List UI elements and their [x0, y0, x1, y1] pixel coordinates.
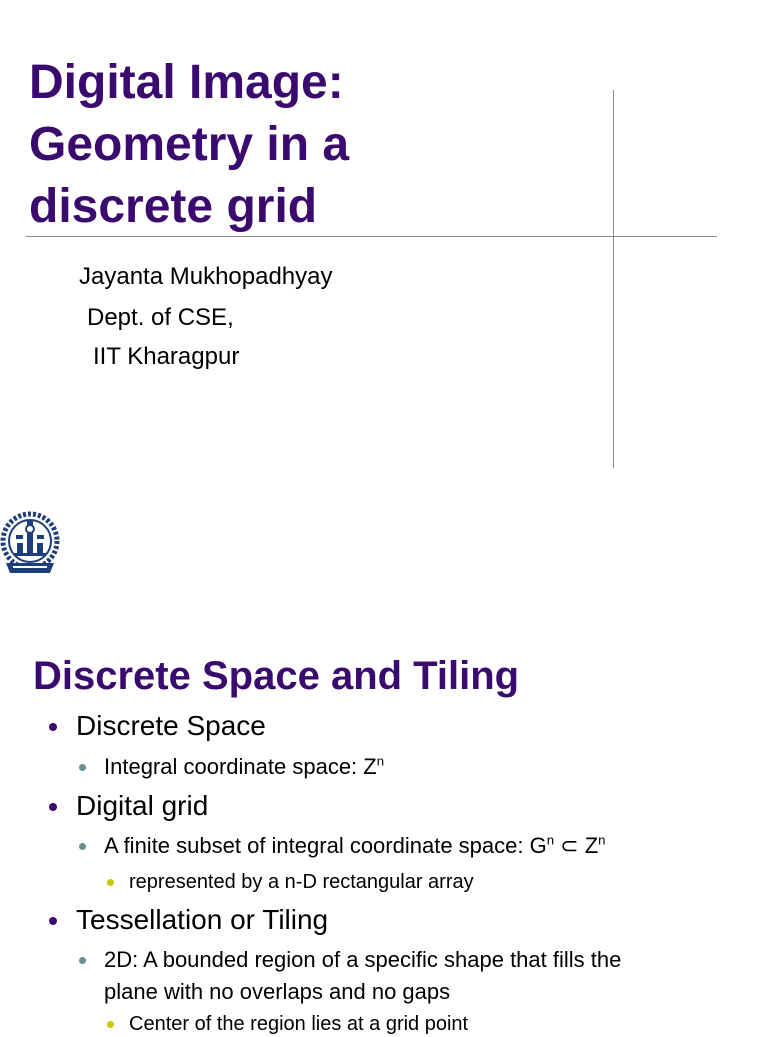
title-line-3: discrete grid [29, 180, 318, 233]
bullet-text: Integral coordinate space: Z [104, 754, 377, 779]
title-line-1: Digital Image: [29, 56, 344, 109]
slide1-title [29, 52, 589, 238]
bullet-digital-grid [76, 789, 208, 823]
bullet-dot-icon [49, 803, 57, 811]
bullet-text: Tessellation or Tiling [76, 904, 329, 935]
sub-bullet-finite-subset [104, 830, 606, 862]
bullet-text: Center of the region lies at a grid point [129, 1013, 469, 1035]
sub-bullet-dot-icon [79, 957, 86, 964]
sub-bullet-integral-space [104, 751, 384, 783]
slide2-title: Discrete Space and Tiling [33, 654, 520, 698]
iit-kharagpur-emblem-icon [0, 511, 60, 577]
superscript: n [376, 753, 385, 769]
sub-sub-bullet-center [129, 1011, 468, 1037]
sub-bullet-2d-region [104, 944, 621, 976]
sub-sub-bullet-array [129, 869, 474, 895]
bullet-text: plane with no overlaps and no gaps [104, 979, 451, 1004]
bullet-dot-icon [49, 917, 57, 925]
bullet-text: Digital grid [76, 790, 209, 821]
sub-sub-bullet-dot-icon [107, 1021, 114, 1028]
bullet-text: 2D: A bounded region of a specific shape that fills the [104, 947, 622, 972]
vertical-divider [613, 90, 614, 468]
author-name: Jayanta Mukhopadhyay [79, 263, 333, 290]
author-dept: Dept. of CSE, [87, 304, 234, 331]
bullet-discrete-space [76, 709, 266, 743]
bullet-dot-icon [49, 723, 57, 731]
sub-bullet-dot-icon [79, 843, 86, 850]
author-institute: IIT Kharagpur [93, 343, 240, 370]
title-line-2: Geometry in a [29, 118, 350, 171]
bullet-text: represented by a n-D rectangular array [129, 871, 474, 893]
bullet-text: ⊂ Z [554, 833, 599, 858]
superscript: n [546, 832, 555, 848]
bullet-text: A finite subset of integral coordinate space: G [104, 833, 547, 858]
sub-sub-bullet-dot-icon [107, 879, 114, 886]
sub-bullet-dot-icon [79, 764, 86, 771]
sub-bullet-2d-region-cont [104, 976, 450, 1008]
bullet-tessellation [76, 903, 328, 937]
superscript: n [598, 832, 606, 848]
bullet-text: Discrete Space [76, 710, 266, 741]
